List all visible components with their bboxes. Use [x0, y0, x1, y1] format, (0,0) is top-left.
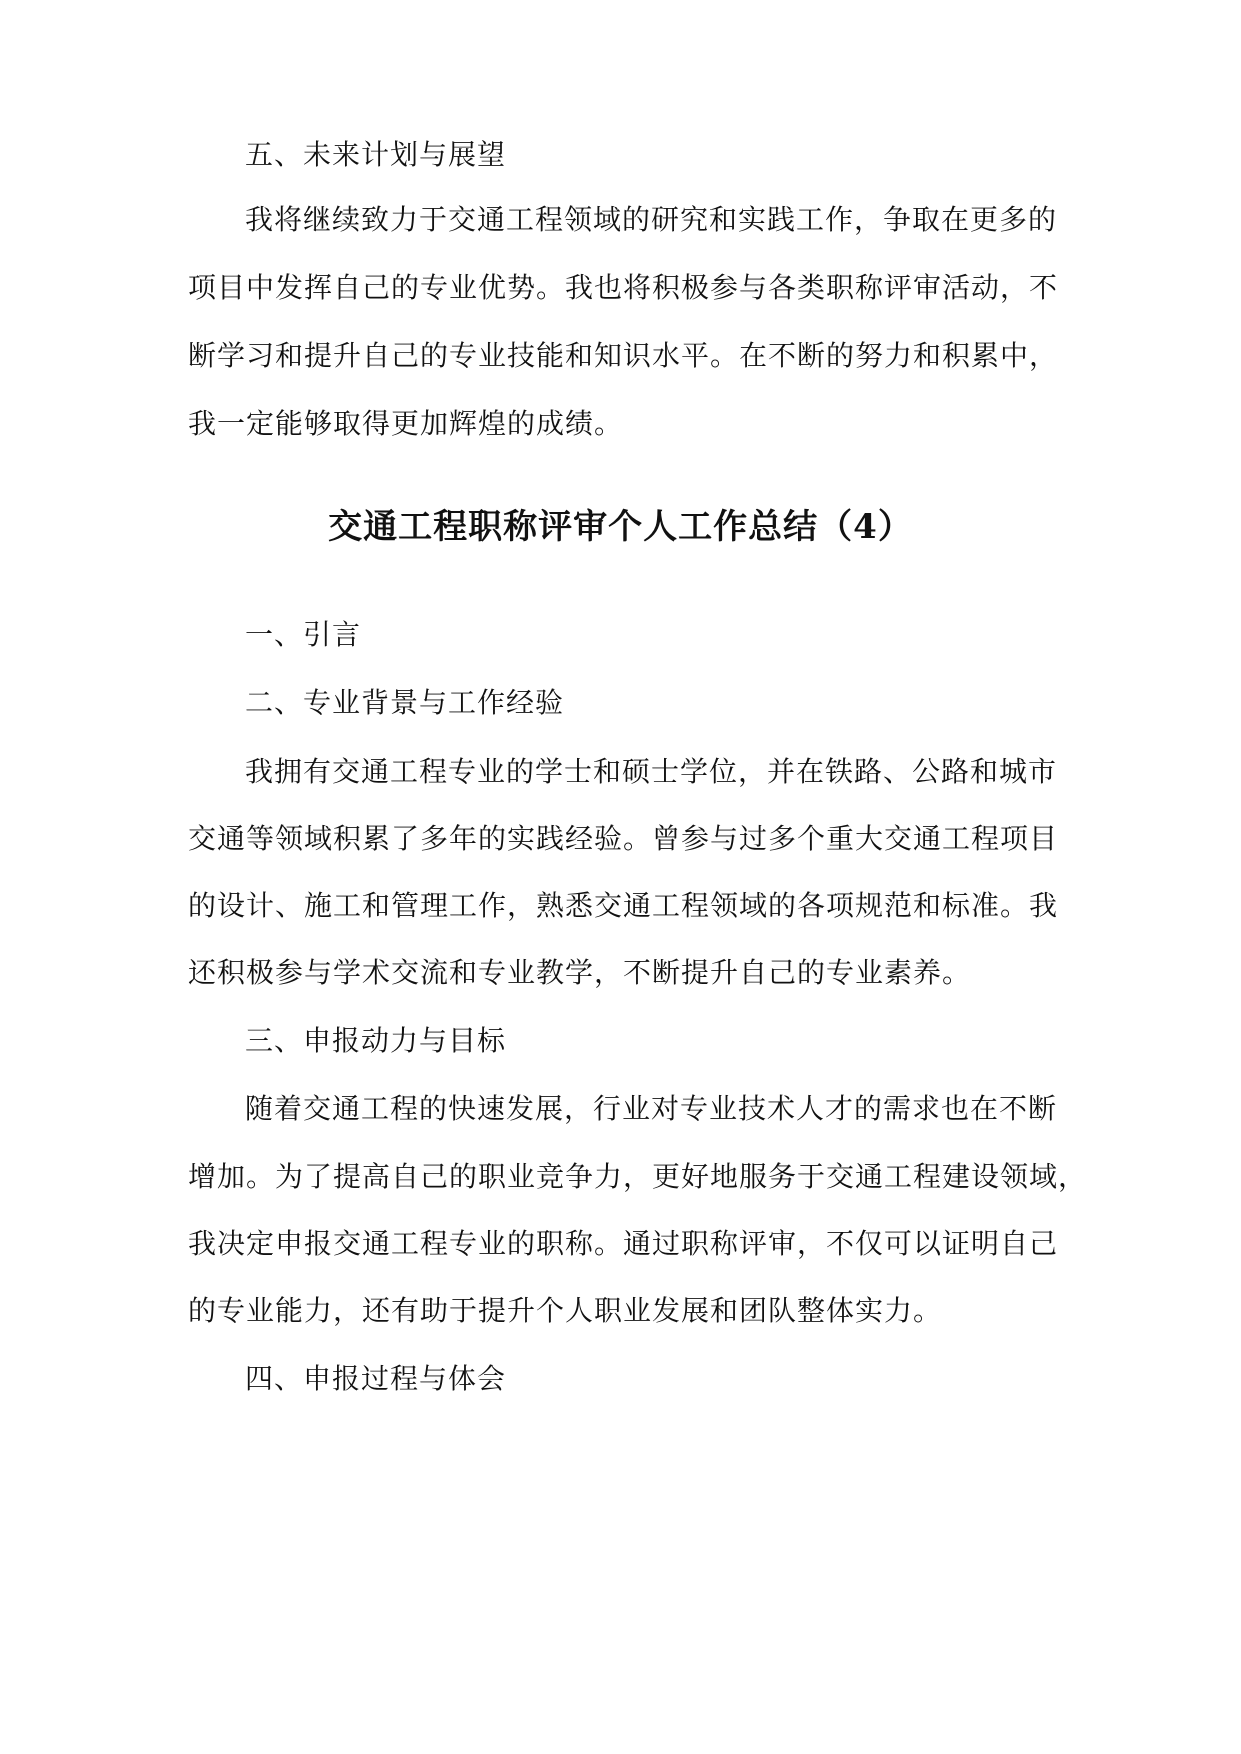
paragraph-line: 的设计、施工和管理工作，熟悉交通工程领域的各项规范和标准。我	[188, 889, 1059, 922]
paragraph-line: 还积极参与学术交流和专业教学，不断提升自己的专业素养。	[188, 956, 972, 989]
paragraph-line: 断学习和提升自己的专业技能和知识水平。在不断的努力和积累中，	[188, 339, 1059, 372]
paragraph-line: 的专业能力，还有助于提升个人职业发展和团队整体实力。	[188, 1294, 943, 1327]
section-heading-intro: 一、引言	[245, 618, 362, 651]
document-title: 交通工程职称评审个人工作总结（4）	[328, 507, 913, 547]
paragraph-line: 我将继续致力于交通工程领域的研究和实践工作，争取在更多的	[245, 203, 1058, 236]
paragraph-line: 我一定能够取得更加辉煌的成绩。	[188, 407, 624, 440]
paragraph-line: 我拥有交通工程专业的学士和硕士学位，并在铁路、公路和城市	[245, 755, 1058, 788]
paragraph-line: 交通等领域积累了多年的实践经验。曾参与过多个重大交通工程项目	[188, 822, 1059, 855]
section-heading-background: 二、专业背景与工作经验	[245, 686, 565, 719]
paragraph-line: 增加。为了提高自己的职业竞争力，更好地服务于交通工程建设领域，	[188, 1160, 1088, 1193]
section-heading-motivation: 三、申报动力与目标	[245, 1024, 507, 1057]
section-heading-future-plans: 五、未来计划与展望	[245, 138, 507, 171]
section-heading-process: 四、申报过程与体会	[245, 1362, 507, 1395]
paragraph-line: 项目中发挥自己的专业优势。我也将积极参与各类职称评审活动，不	[188, 271, 1059, 304]
paragraph-line: 随着交通工程的快速发展，行业对专业技术人才的需求也在不断	[245, 1092, 1058, 1125]
paragraph-line: 我决定申报交通工程专业的职称。通过职称评审，不仅可以证明自己	[188, 1227, 1059, 1260]
